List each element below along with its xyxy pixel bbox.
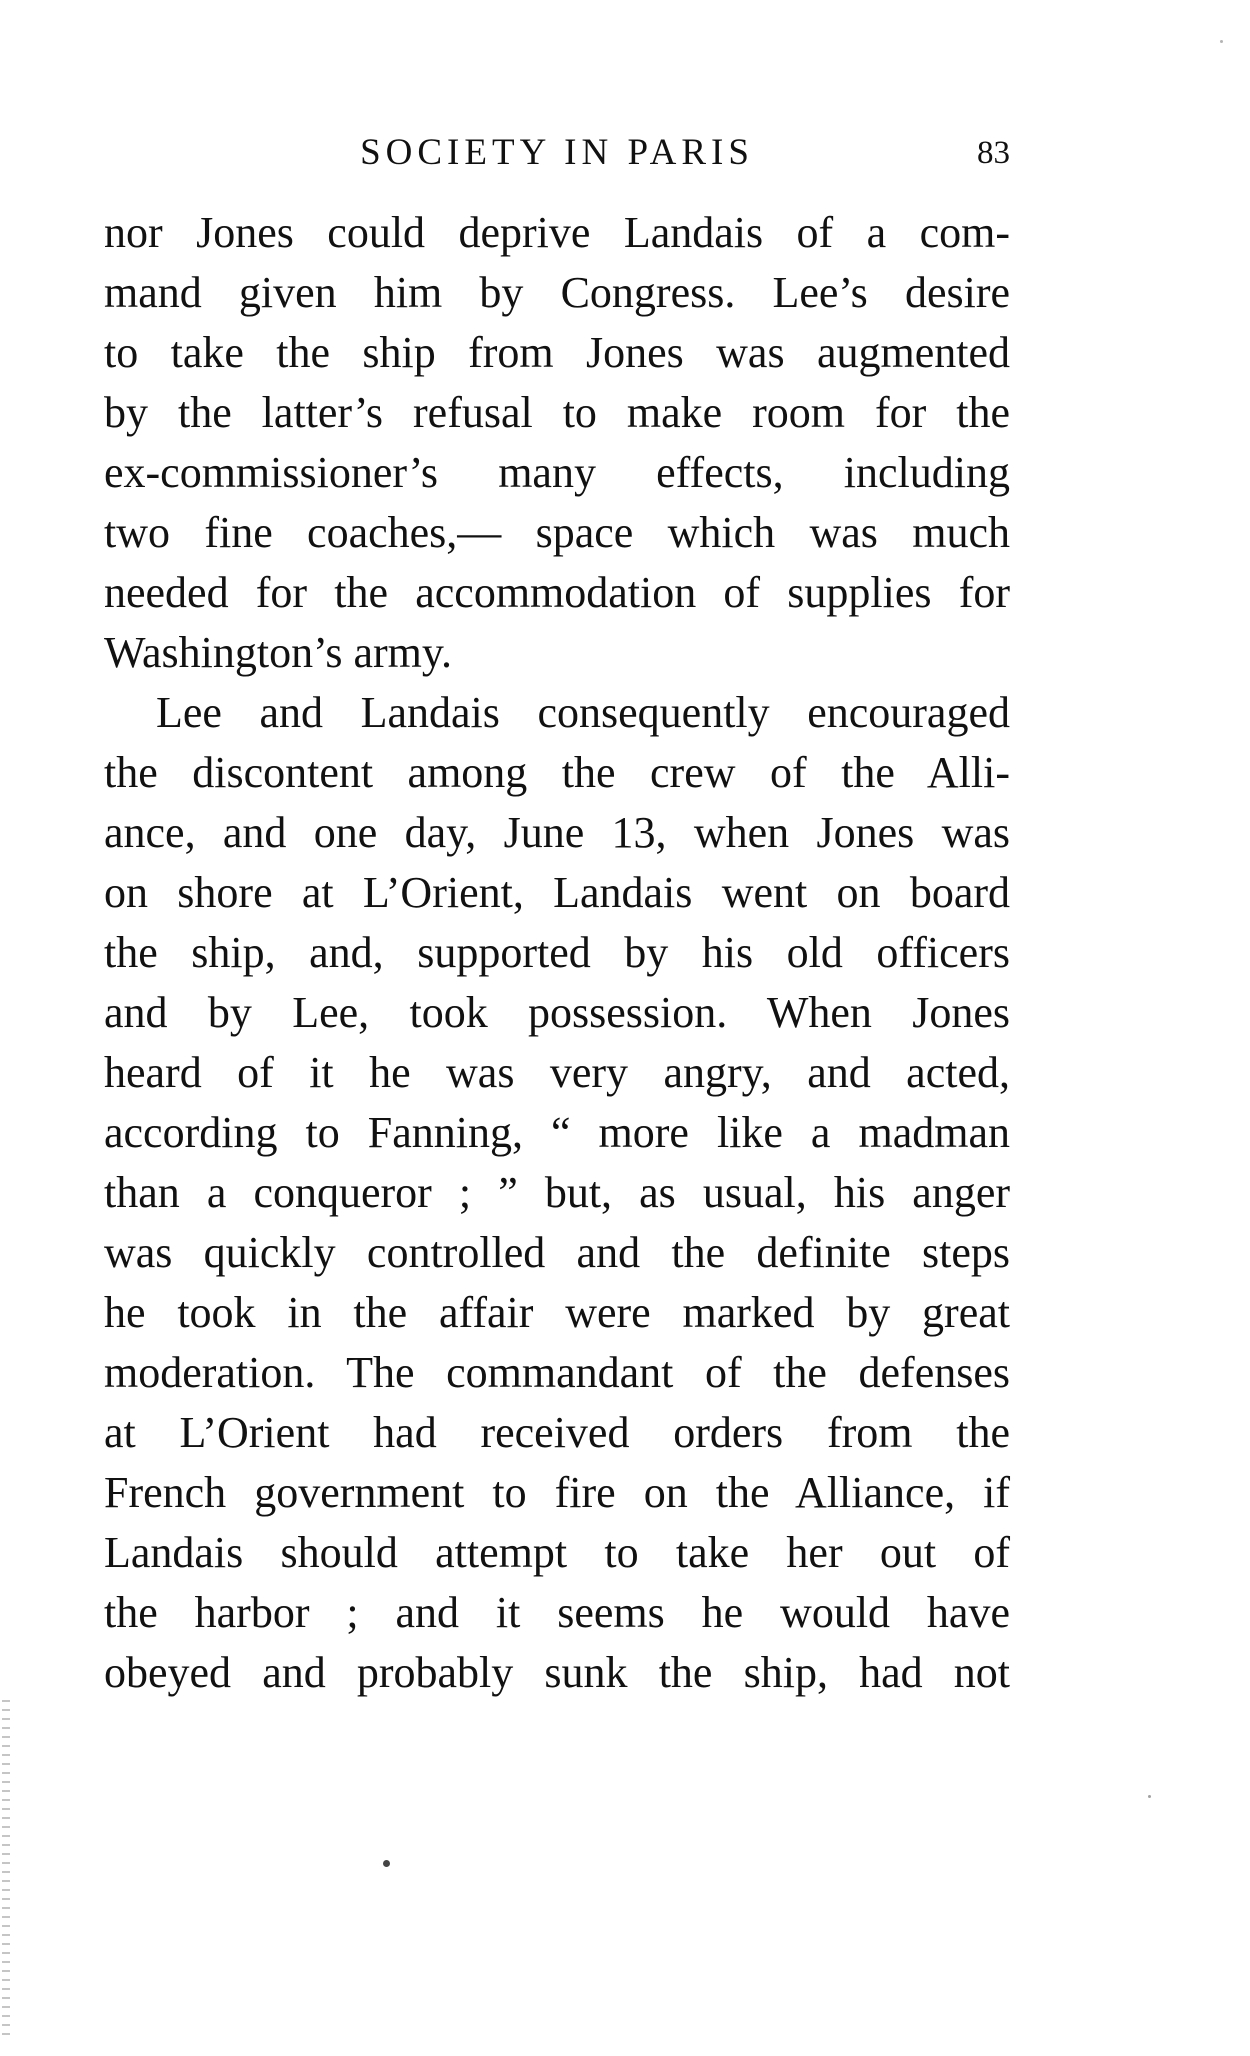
text-line: than a conqueror ; ” but, as usual, his anger xyxy=(104,1168,1010,1217)
text-line: two fine coaches,— space which was much xyxy=(104,508,1010,557)
running-title: SOCIETY IN PARIS xyxy=(360,132,754,173)
text-line: the harbor ; and it seems he would have xyxy=(104,1588,1010,1637)
body-text xyxy=(104,203,1010,1703)
page-number: 83 xyxy=(977,135,1010,171)
text-line: at L’Orient had received orders from the xyxy=(104,1408,1010,1457)
text-line: ance, and one day, June 13, when Jones was xyxy=(104,808,1010,857)
text-line: on shore at L’Orient, Landais went on board xyxy=(104,868,1010,917)
text-line: moderation. The commandant of the defenses xyxy=(104,1348,1010,1397)
text-line: ex-commissioner’s many effects, including xyxy=(104,448,1010,497)
text-line: according to Fanning, “ more like a madman xyxy=(104,1108,1010,1157)
paragraph-first-line: Lee and Landais consequently encouraged xyxy=(156,688,1010,737)
text-line: he took in the affair were marked by great xyxy=(104,1288,1010,1337)
text-line: mand given him by Congress. Lee’s desire xyxy=(104,268,1010,317)
ink-speck xyxy=(1148,1795,1151,1798)
text-line: heard of it he was very angry, and acted, xyxy=(104,1048,1010,1097)
text-line: by the latter’s refusal to make room for the xyxy=(104,388,1010,437)
text-line: Washington’s army. xyxy=(104,628,453,677)
text-line: was quickly controlled and the definite steps xyxy=(104,1228,1010,1277)
text-line: obeyed and probably sunk the ship, had not xyxy=(104,1648,1010,1697)
ink-speck xyxy=(1220,40,1223,43)
text-line: and by Lee, took possession. When Jones xyxy=(104,988,1010,1037)
text-line: French government to fire on the Alliance, if xyxy=(104,1468,1010,1517)
text-line: the ship, and, supported by his old officers xyxy=(104,928,1010,977)
text-line: nor Jones could deprive Landais of a com- xyxy=(104,208,1010,257)
text-line: needed for the accommodation of supplies for xyxy=(104,568,1010,617)
running-head xyxy=(104,128,1010,178)
text-line: to take the ship from Jones was augmented xyxy=(104,328,1010,377)
ink-speck xyxy=(383,1860,390,1867)
text-line: the discontent among the crew of the Alli- xyxy=(104,748,1010,797)
text-line: Landais should attempt to take her out of xyxy=(104,1528,1010,1577)
scan-edge-noise xyxy=(2,1700,10,2040)
